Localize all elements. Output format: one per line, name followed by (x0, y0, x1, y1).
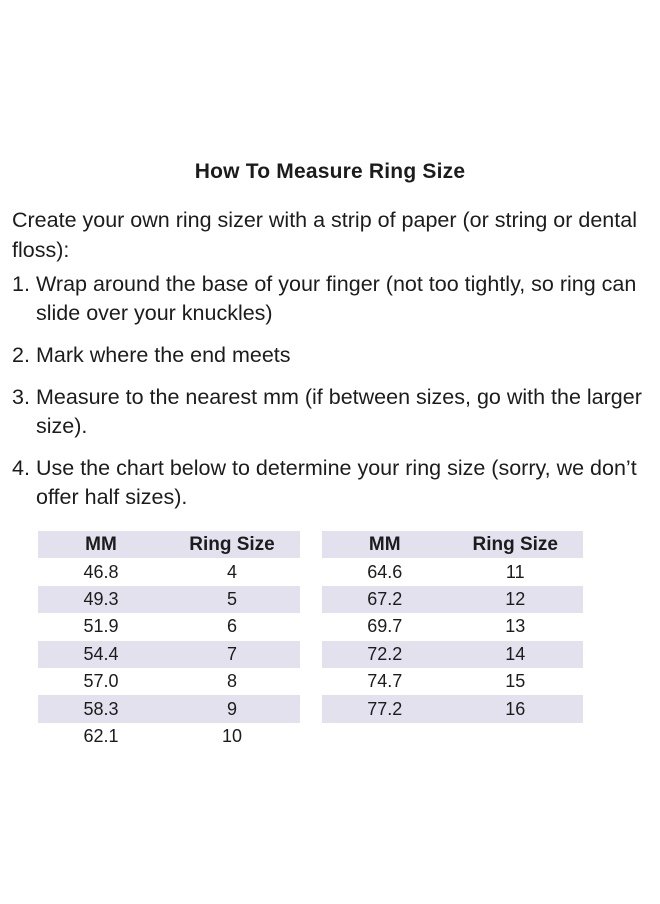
table-row (322, 668, 583, 695)
step-number: 1. (12, 272, 30, 296)
cell-size: 14 (505, 643, 526, 664)
step-number: 2. (12, 343, 30, 367)
cell-size: 7 (226, 643, 237, 664)
cell-mm: 54.4 (83, 643, 119, 664)
cell-size: 15 (505, 671, 526, 692)
table-row (322, 558, 583, 585)
table-row (38, 723, 300, 750)
step-text: Mark where the end meets (36, 343, 291, 367)
cell-size: 12 (505, 588, 526, 609)
cell-size: 5 (226, 588, 237, 609)
cell-mm: 77.2 (367, 698, 403, 719)
cell-size: 13 (505, 616, 526, 637)
table-header-row (322, 531, 583, 558)
cell-mm: 64.6 (367, 561, 403, 582)
intro-text: Create your own ring sizer with a strip of paper (or string or dental floss): (12, 208, 637, 262)
cell-size: 11 (505, 561, 525, 582)
cell-mm: 46.8 (83, 561, 119, 582)
table-row (38, 558, 300, 585)
step-item (12, 383, 648, 441)
cell-mm: 49.3 (83, 588, 119, 609)
cell-mm: 74.7 (367, 671, 403, 692)
table-row (38, 695, 300, 722)
step-number: 3. (12, 385, 30, 409)
table-row (322, 641, 583, 668)
cell-mm: 69.7 (367, 616, 403, 637)
table-row (38, 641, 300, 668)
cell-mm: 57.0 (83, 671, 119, 692)
step-text: Measure to the nearest mm (if between sizes, go with the larger size). (36, 385, 642, 438)
header-mm: MM (85, 533, 117, 555)
cell-mm: 58.3 (83, 698, 119, 719)
cell-size: 6 (226, 616, 237, 637)
step-item (12, 341, 648, 370)
step-item (12, 454, 648, 512)
table-header-row (38, 531, 300, 558)
cell-size: 10 (221, 725, 243, 746)
header-ring-size: Ring Size (472, 533, 558, 555)
cell-mm: 62.1 (83, 725, 119, 746)
step-number: 4. (12, 456, 30, 480)
table-row (322, 695, 583, 722)
step-item (12, 270, 648, 328)
table-row (38, 668, 300, 695)
step-text: Use the chart below to determine your ring size (sorry, we don’t offer half sizes). (36, 456, 637, 509)
steps-list (12, 270, 648, 525)
cell-mm: 72.2 (367, 643, 403, 664)
cell-mm: 51.9 (83, 616, 119, 637)
table-row (38, 613, 300, 640)
cell-size: 4 (226, 561, 237, 582)
size-table-left (38, 531, 300, 750)
table-row (38, 586, 300, 613)
cell-size: 9 (226, 698, 237, 719)
header-ring-size: Ring Size (189, 533, 275, 555)
header-mm: MM (368, 533, 401, 555)
table-row (322, 586, 583, 613)
size-table-right (322, 531, 583, 723)
table-row (322, 613, 583, 640)
page-title: How To Measure Ring Size (194, 160, 466, 183)
cell-size: 16 (505, 698, 526, 719)
cell-size: 8 (226, 671, 237, 692)
step-text: Wrap around the base of your finger (not too tightly, so ring can slide over your knuckles) (36, 272, 637, 325)
cell-mm: 67.2 (367, 588, 403, 609)
